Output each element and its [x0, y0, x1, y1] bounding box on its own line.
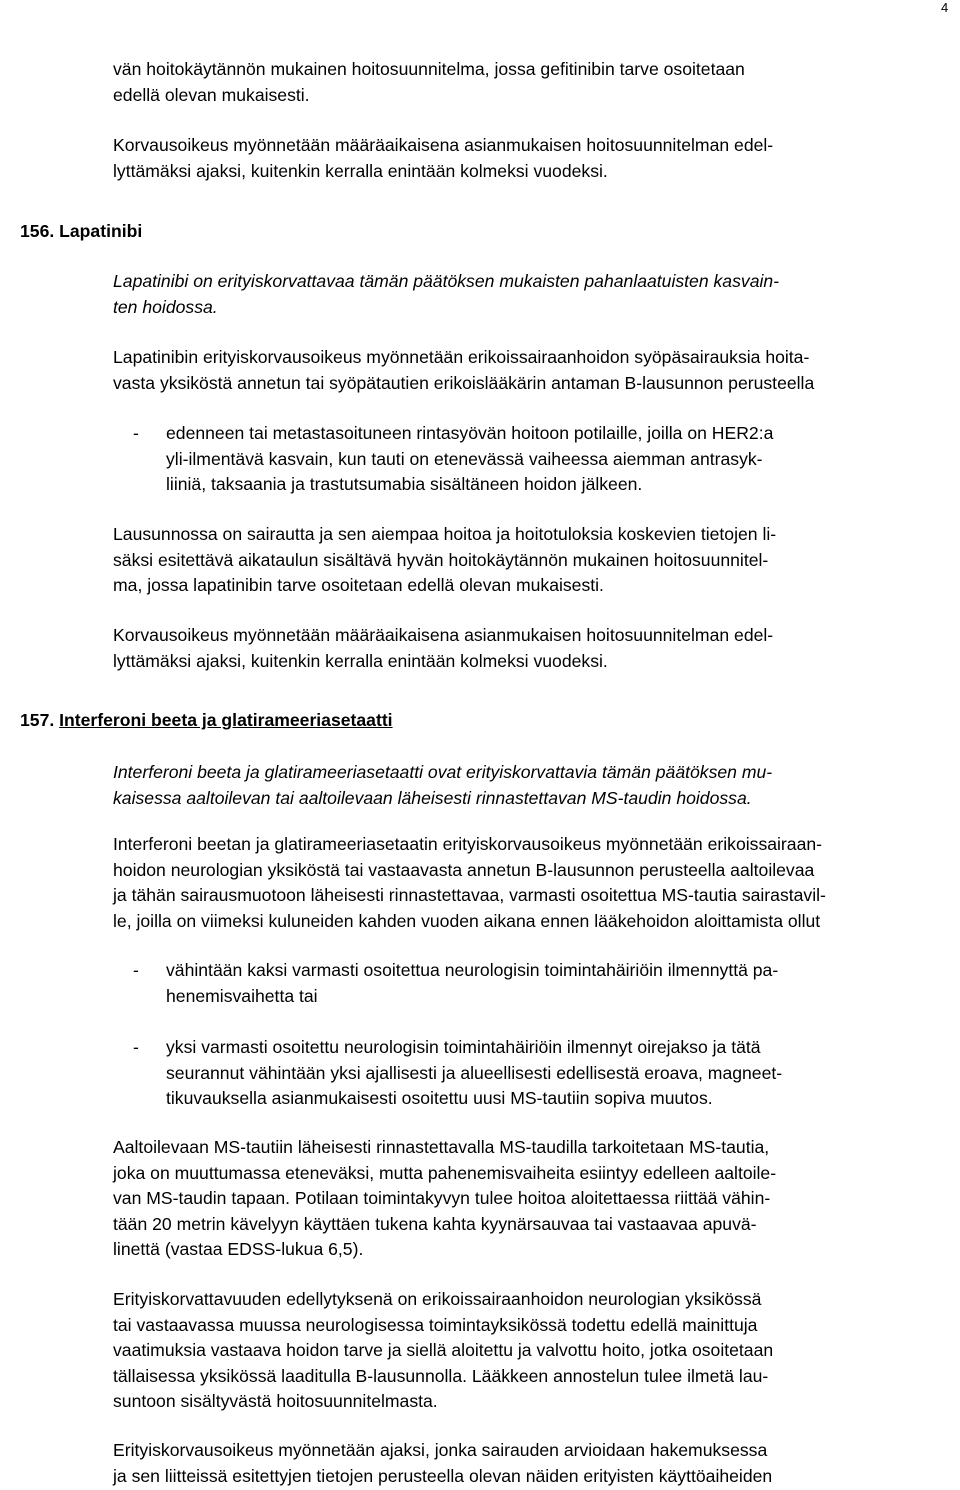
section-157-heading [20, 708, 393, 734]
section-156-paragraph-3 [113, 623, 953, 674]
text-line: kaisessa aaltoilevan tai aaltoilevaan läheisesti rinnastettavan MS-taudin hoidossa. [113, 787, 752, 808]
text-line: Lapatinibi on erityiskorvattavaa tämän päätöksen mukaisten pahanlaatuisten kasvain- [113, 271, 780, 291]
bullet-dash: - [133, 423, 139, 443]
intro-paragraph-2 [113, 133, 953, 184]
section-156-heading [20, 219, 142, 245]
text-line: yli-ilmentävä kasvain, kun tauti on etenevässä vaiheessa aiemman antrasyk- [166, 448, 763, 469]
section-number: 157. [20, 710, 55, 730]
bullet-dash: - [133, 1037, 139, 1057]
text-line: hoidon neurologian yksiköstä tai vastaavasta annetun B-lausunnon perusteella aaltoilevaa [113, 859, 815, 880]
text-line: Erityiskorvausoikeus myönnetään ajaksi, jonka sairauden arvioidaan hakemuksessa [113, 1440, 768, 1460]
text-line: Korvausoikeus myönnetään määräaikaisena asianmukaisen hoitosuunnitelman edel- [113, 625, 774, 645]
text-line: Erityiskorvattavuuden edellytyksenä on erikoissairaanhoidon neurologian yksikössä [113, 1289, 762, 1309]
section-156-paragraph-2 [113, 522, 953, 599]
text-line: ten hoidossa. [113, 296, 218, 317]
section-156-paragraph-1 [113, 345, 953, 396]
text-line: van MS-taudin tapaan. Potilaan toimintakyvyn tulee hoitoa aloitettaessa riittää vähin- [113, 1188, 771, 1208]
text-line: lyttämäksi ajaksi, kuitenkin kerralla enintään kolmeksi vuodeksi. [113, 650, 608, 671]
text-line: säksi esitettävä aikataulun sisältävä hyvän hoitokäytännön mukainen hoitosuunnitel- [113, 549, 769, 570]
section-157-paragraph-3 [113, 1287, 953, 1415]
text-line: linettä (vastaa EDSS-lukua 6,5). [113, 1239, 364, 1259]
text-line: tään 20 metrin kävelyyn käyttäen tukena kahta kyynärsauvaa tai vastaavaa apuvä- [113, 1213, 757, 1234]
page-number: 4 [941, 0, 949, 15]
text-line: ma, jossa lapatinibin tarve osoitetaan edellä olevan mukaisesti. [113, 575, 604, 595]
text-line: yksi varmasti osoitettu neurologisin toimintahäiriöin ilmennyt oirejakso ja tätä [166, 1037, 761, 1057]
section-157-italic-summary [113, 760, 953, 811]
text-line: tällaisessa yksikössä laaditulla B-lausunnolla. Lääkkeen annostelun tulee ilmetä lau- [113, 1365, 769, 1386]
text-line: lyttämäksi ajaksi, kuitenkin kerralla enintään kolmeksi vuodeksi. [113, 160, 608, 181]
text-line: vähintään kaksi varmasti osoitettua neurologisin toimintahäiriöin ilmennyttä pa- [166, 960, 779, 980]
text-line: tai vastaavassa muussa neurologisessa toimintayksikössä todettu edellä mainittuja [113, 1314, 758, 1335]
section-157-paragraph-1 [113, 832, 953, 934]
text-line: vän hoitokäytännön mukainen hoitosuunnitelma, jossa gefitinibin tarve osoitetaan [113, 59, 745, 79]
text-line: seurannut vähintään yksi ajallisesti ja alueellisesti edellisestä eroava, magneet- [166, 1062, 783, 1083]
section-156-bullet [166, 421, 956, 498]
section-title: Interferoni beeta ja glatirameeriasetaatti [59, 710, 393, 730]
section-157-paragraph-4 [113, 1438, 953, 1489]
section-title: Lapatinibi [59, 221, 143, 241]
text-line: vasta yksiköstä annetun tai syöpätautien erikoislääkärin antaman B-lausunnon perusteella [113, 372, 815, 393]
section-157-paragraph-2 [113, 1135, 953, 1263]
text-line: Interferoni beeta ja glatirameeriasetaatti ovat erityiskorvattavia tämän päätöksen mu- [113, 762, 773, 782]
text-line: vaatimuksia vastaava hoidon tarve ja siellä aloitettu ja valvottu hoito, jotka osoitetaan [113, 1340, 774, 1360]
text-line: ja sen liitteissä esitettyjen tietojen perusteella olevan näiden erityisten käyttöaiheiden [113, 1465, 773, 1486]
text-line: Lausunnossa on sairautta ja sen aiempaa hoitoa ja hoitotuloksia koskevien tietojen li- [113, 524, 777, 544]
text-line: suntoon sisältyvästä hoitosuunnitelmasta. [113, 1391, 438, 1411]
text-line: edenneen tai metastasoituneen rintasyövän hoitoon potilaille, joilla on HER2:a [166, 423, 774, 443]
text-line: liiniä, taksaania ja trastutsumabia sisältäneen hoidon jälkeen. [166, 474, 643, 494]
text-line: edellä olevan mukaisesti. [113, 84, 310, 105]
text-line: Korvausoikeus myönnetään määräaikaisena asianmukaisen hoitosuunnitelman edel- [113, 135, 774, 155]
text-line: joka on muuttumassa eteneväksi, mutta pahenemisvaiheita esiintyy edelleen aaltoile- [113, 1162, 777, 1183]
section-157-bullet-1 [166, 958, 956, 1009]
text-line: henemisvaihetta tai [166, 985, 318, 1006]
text-line: le, joilla on viimeksi kuluneiden kahden vuoden aikana ennen lääkehoidon aloittamista ollut [113, 910, 821, 931]
text-line: ja tähän sairausmuotoon läheisesti rinnastettavaa, varmasti osoitettua MS-tautia sairastavil- [113, 885, 826, 905]
section-number: 156. [20, 221, 55, 241]
text-line: Aaltoilevaan MS-tautiin läheisesti rinnastettavalla MS-taudilla tarkoitetaan MS-tautia, [113, 1137, 770, 1157]
intro-paragraph-1 [113, 57, 953, 108]
text-line: Interferoni beetan ja glatirameeriasetaatin erityiskorvausoikeus myönnetään erikoissairaan- [113, 834, 823, 854]
text-line: Lapatinibin erityiskorvausoikeus myönnetään erikoissairaanhoidon syöpäsairauksia hoita- [113, 347, 810, 367]
section-156-italic-summary [113, 269, 953, 320]
section-157-bullet-2 [166, 1035, 956, 1112]
text-line: tikuvauksella asianmukaisesti osoitettu uusi MS-tautiin sopiva muutos. [166, 1088, 713, 1108]
bullet-dash: - [133, 960, 139, 980]
